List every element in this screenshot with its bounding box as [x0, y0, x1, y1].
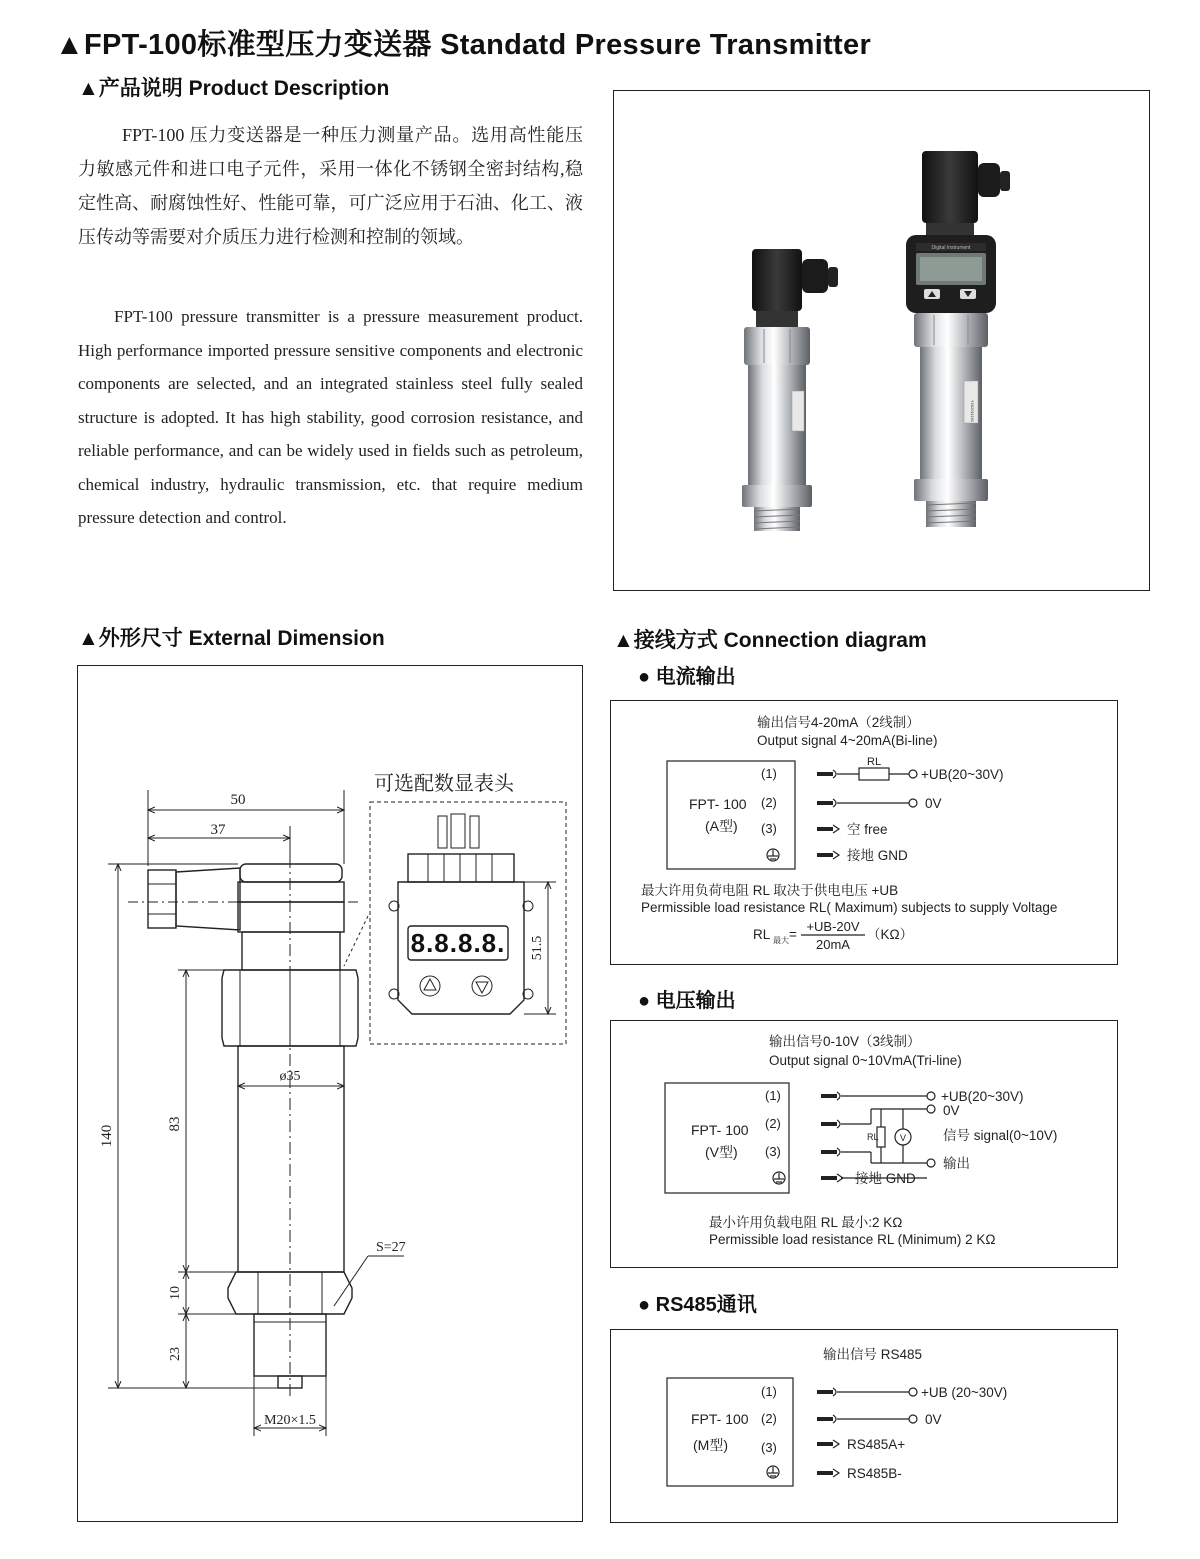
dimension-drawing-frame: [77, 665, 583, 1522]
dim-37: 37: [210, 822, 226, 838]
rs485-pin1: (1): [761, 1384, 777, 1399]
current-pin3: (3): [761, 821, 777, 836]
voltage-gnd: 接地 GND: [855, 1171, 916, 1186]
dim-s27: S=27: [376, 1240, 406, 1255]
voltage-diagram: [611, 1021, 1116, 1266]
rs485-ub: +UB (20~30V): [921, 1385, 1008, 1400]
rs485-pin3: (3): [761, 1440, 777, 1455]
dim-51-5: 51.5: [530, 935, 545, 961]
voltage-pin2: (2): [765, 1116, 781, 1131]
display-digits: 8.8.8.8.: [410, 928, 506, 958]
dimension-drawing: [78, 666, 581, 1520]
display-brand-label: Digital Instrument: [931, 245, 971, 251]
dim-thread: M20×1.5: [264, 1413, 316, 1428]
current-output-heading: ● 电流输出: [638, 666, 736, 688]
current-model: FPT- 100: [689, 796, 747, 812]
current-signal-en: Output signal 4~20mA(Bi-line): [757, 733, 938, 748]
rs485-b: RS485B-: [847, 1466, 902, 1481]
current-diagram: [611, 701, 1116, 963]
dim-83: 83: [167, 1116, 183, 1132]
voltage-diagram-frame: [610, 1020, 1118, 1268]
label-code: Y202011191: [970, 399, 975, 423]
description-zh-text: FPT-100 压力变送器是一种压力测量产品。选用高性能压力敏感元件和进口电子元件，采用一体化不锈钢全密封结构,稳定性高、耐腐蚀性好、性能可靠，可广泛应用于石油、化工、液压传动等需要对介质压力进行检测和控制的领域。: [78, 125, 583, 247]
voltage-out: 输出: [943, 1156, 970, 1171]
current-diagram-frame: [610, 700, 1118, 965]
formula-eq: =: [789, 927, 797, 942]
dim-23: 23: [168, 1347, 183, 1361]
connection-heading: ▲接线方式 Connection diagram: [613, 629, 927, 652]
transmitter-plain: [742, 249, 838, 531]
current-gnd: 接地 GND: [847, 848, 908, 863]
rs485-signal-zh: 输出信号 RS485: [823, 1347, 923, 1362]
rs485-a: RS485A+: [847, 1437, 906, 1452]
rs485-heading: ● RS485通讯: [638, 1294, 757, 1316]
current-ub: +UB(20~30V): [921, 767, 1004, 782]
optional-display-label: 可选配数显表头: [374, 773, 514, 795]
transmitter-with-display: [906, 151, 1010, 527]
dim-50: 50: [230, 792, 246, 808]
current-rl-label: RL: [867, 756, 882, 768]
product-description-heading: ▲产品说明 Product Description: [78, 77, 390, 100]
dim-phi35: ø35: [279, 1069, 301, 1084]
voltage-signal-en: Output signal 0~10VmA(Tri-line): [769, 1053, 962, 1068]
rs485-model: FPT- 100: [691, 1411, 749, 1427]
voltage-output-heading: ● 电压输出: [638, 990, 736, 1012]
current-note-zh: 最大许用负荷电阻 RL 取决于供电电压 +UB: [641, 883, 899, 898]
voltage-meter-v: V: [899, 1133, 907, 1143]
formula-num: +UB-20V: [806, 919, 860, 934]
voltage-note-en: Permissible load resistance RL (Minimum) 2 KΩ: [709, 1232, 996, 1247]
current-pin2: (2): [761, 795, 777, 810]
voltage-model: FPT- 100: [691, 1122, 749, 1138]
description-zh: [78, 118, 583, 254]
page-title: ▲FPT-100标准型压力变送器 Standatd Pressure Transmitter: [55, 29, 872, 61]
current-signal-zh: 输出信号4-20mA（2线制）: [757, 715, 920, 730]
current-note-en: Permissible load resistance RL( Maximum) subjects to supply Voltage: [641, 900, 1058, 915]
voltage-type: (V型): [705, 1144, 738, 1160]
description-en-text: FPT-100 pressure transmitter is a pressure measurement product. High performance imported pressure sensitive components and electronic components are selected, and an integrated stainless steel fully sealed structure is adopted. It has high stability, good corrosion resistance, and reliable performance, and can be widely used in fields such as petroleum, chemical industry, hydraulic transmission, etc. that require medium pressure detection and control.: [78, 307, 583, 527]
current-free: 空 free: [847, 822, 888, 837]
formula-lhs: RL: [753, 927, 771, 942]
voltage-ub: +UB(20~30V): [941, 1089, 1024, 1104]
rs485-diagram-frame: [610, 1329, 1118, 1523]
current-pin1: (1): [761, 766, 777, 781]
dim-10: 10: [168, 1286, 183, 1300]
formula-unit: （KΩ）: [867, 927, 914, 942]
voltage-signal: 信号 signal(0~10V): [943, 1128, 1058, 1143]
voltage-note-zh: 最小许用负载电阻 RL 最小:2 KΩ: [709, 1215, 903, 1230]
voltage-0v: 0V: [943, 1103, 960, 1118]
external-dimension-heading: ▲外形尺寸 External Dimension: [78, 627, 385, 650]
rs485-0v: 0V: [925, 1412, 942, 1427]
formula-sub: 最大: [773, 936, 789, 945]
formula-den: 20mA: [816, 937, 850, 952]
voltage-rl-label: RL: [867, 1132, 879, 1142]
description-en: [78, 300, 583, 535]
dim-140: 140: [99, 1124, 115, 1148]
current-type: (A型): [705, 818, 738, 834]
product-photo-frame: [613, 90, 1150, 591]
product-photo: [614, 91, 1148, 589]
voltage-signal-zh: 输出信号0-10V（3线制）: [769, 1034, 921, 1049]
rs485-diagram: [611, 1330, 1116, 1521]
voltage-pin3: (3): [765, 1144, 781, 1159]
voltage-pin1: (1): [765, 1088, 781, 1103]
current-0v: 0V: [925, 796, 942, 811]
rs485-pin2: (2): [761, 1411, 777, 1426]
rs485-type: (M型): [693, 1437, 728, 1453]
